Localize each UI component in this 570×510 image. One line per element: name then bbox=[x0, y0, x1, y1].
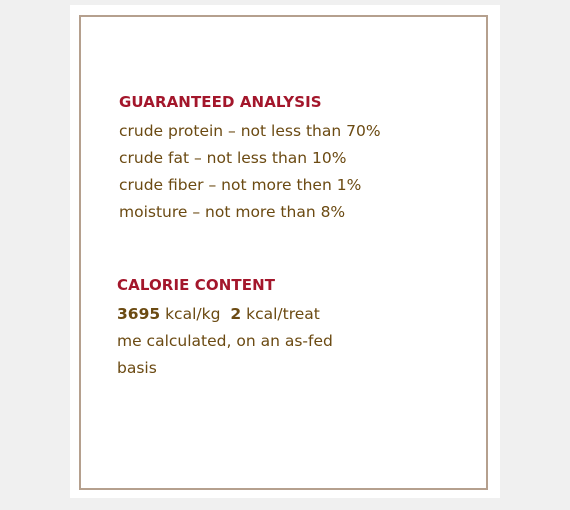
calorie-note-line-2: basis bbox=[117, 359, 157, 377]
kcal-per-treat-unit: kcal/treat bbox=[246, 305, 320, 323]
kcal-per-kg-value: 3695 bbox=[117, 305, 161, 323]
calorie-content-section bbox=[117, 275, 333, 382]
content-frame bbox=[79, 15, 488, 490]
calorie-content-heading: CALORIE CONTENT bbox=[117, 276, 276, 294]
analysis-line-moisture: moisture – not more than 8% bbox=[119, 203, 346, 221]
analysis-line-fat: crude fat – not less than 10% bbox=[119, 149, 347, 167]
analysis-line-protein: crude protein – not less than 70% bbox=[119, 122, 381, 140]
kcal-per-treat-value: 2 bbox=[230, 305, 242, 323]
calorie-values-line bbox=[117, 301, 333, 328]
guaranteed-analysis-heading: GUARANTEED ANALYSIS bbox=[119, 93, 322, 111]
calorie-note-line-1: me calculated, on an as-fed bbox=[117, 332, 333, 350]
kcal-per-kg-unit: kcal/kg bbox=[165, 305, 221, 323]
analysis-line-fiber: crude fiber – not more then 1% bbox=[119, 176, 362, 194]
guaranteed-analysis-section bbox=[119, 92, 381, 226]
